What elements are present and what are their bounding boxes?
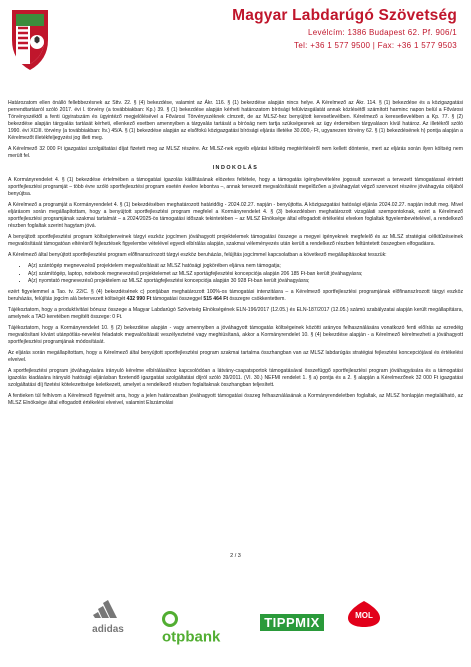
paragraph-bonus: Tájékoztatom, hogy a produktívitási bónusz összege a Magyar Labdarúgó Szövetség Elnökségének ELN-196/2017 (12.05.) és ELN-187/2017 (12.05.) számú szabályzatai alapján került megállapításra, amelynek a TAO keretében megítélt összege: 0 Ft. bbox=[8, 307, 463, 321]
otp-ring-icon bbox=[162, 611, 178, 627]
totals-text-before: ezért figyelemmel a Tao. tv. 22/C. § (4) bekezdésének c) pontjában meghatározott 100%-os támogatási intenzitásra – a Kérelmező sportfejlesztési programjának előfinanszírozott tárgyi eszköz beruházás, felújítás jogcím alá betervezett költségét bbox=[8, 289, 463, 303]
contact-numbers: Tel: +36 1 577 9500 | Fax: +36 1 577 9503 bbox=[294, 41, 457, 50]
paragraph-notice: A fentieken túl felhívom a Kérelmező figyelmét arra, hogy a jelen határozatban jóváhagyott támogatási összeg felhasználásának a Kormányrendeletben foglaltak, az MLSZ honlapján megtalálható, az MLSZ Elnöksége által elfogadott értékelési elveivel, valamint Elszámolási bbox=[8, 393, 463, 406]
paragraph-reasoning-4: A Kérelmező által benyújtott sportfejlesztési program előfinanszírozott tárgyi eszköz beruházás, felújítás jogcímmel kapcsolatban a következő megállapításokat tesszük: bbox=[8, 252, 387, 259]
totals-text-after: összegre csökkentettem. bbox=[228, 296, 286, 303]
sponsor-bar bbox=[0, 590, 471, 665]
sponsor-mol-label: MOL bbox=[355, 611, 373, 620]
paragraph-service-fee: A sportfejlesztési program jóváhagyására irányuló kérelme elbírálásához kapcsolódóan a látvány-csapatsportok támogatásával összefüggő sportfejlesztési program jóváhagyására és a támogatási igazolás kiadására irányuló hatósági eljárásban fizetendő igazgatási szolgáltatási díjról szóló 39/2011. (VI. 30.) NEFMI rendelet 1. § a) pontja és a 2. § alapján a Kérelmezőnek 32 000 Ft igazgatási szolgáltatási díj fizetési kötelezettsége keletkezett, amelyet a rendelkező részben foglaltaknak összhangban teljesített. bbox=[8, 368, 463, 388]
sponsor-adidas-label: adidas bbox=[92, 624, 124, 635]
list-item: • A(z) számítógép, laptop, notebook megnevezésű projektelemet az MLSZ sportágfejlesztési koncepciója alapján 206 185 Ft-ban került jóváhagyásra; bbox=[28, 271, 463, 278]
paragraph-appeal: Határozatom ellen önálló fellebbezésnek az Sttv. 22. § (4) bekezdése, valamint az Ákr. 116. § (1) bekezdése alapján nincs helye. A Kérelmező az Ákr. 114. § (1) bekezdése és a közigazgatási perrendtartásról szóló 2017. évi I. törvény (a továbbiakban: Kp.) 39. § (1) bekezdése alapján kérheti határozatom bírósági felülvizsgálatát annak közlésétől számított harminc napon belül a Fővárosi Törvényszéktől a fenti ügyiratszám és ügyintéző megjelölésével a Fővárosi Törvényszéknek címzett, de az MLSZ-hez benyújtott keresetlevélben. Kérelmező a keresetlevelében a Kp. 77. § (2) bekezdése alapján tárgyalás tartását kérheti, ellenkező esetben amennyiben a tárgyalás tartását a bíróság nem tartja szükségesnek az ügy érdemében tárgyaláson kívül határoz. Az illetékről szóló 1990. évi XCIII. törvény (a továbbiakban: Itv.) 45/A. § (1) bekezdése alapján az elsőfokú közigazgatási bírósági eljárás illetéke 30.000,- Ft, ugyanezen törvény 62. § (1) bekezdésének h) pontja alapján a Kérelmezőt illetékfeljegyzési jog illeti meg. bbox=[8, 100, 463, 141]
reduced-total-amount: 515 464 Ft bbox=[203, 296, 229, 303]
sponsor-otpbank-label: otpbank bbox=[162, 628, 221, 646]
paragraph-reasoning-2: A Kérelmező a programját a Kormányrendelet 4. § (1) bekezdésében meghatározott határidőig - 2024.02.27. napján - benyújtotta. A közigazgatási hatósági eljárás 2024.02.27. napján indult meg. Mivel eljárásom során megállapítottam, hogy a benyújtott sportfejlesztési program megfelel a Kormányrendelet 4. § (3) bekezdésben meghatározott vizsgálati szempontoknak, ezért a Kérelmező sportfejlesztési programjának szakmai tartalmát – a 2024/2025-ös támogatási időszak tekintetében – az MLSZ Elnöksége által elfogadott értékelési elveken foglaltak figyelembevételével, a rendelkező részben foglaltak szerint hagytam jóvá. bbox=[8, 202, 463, 229]
sponsor-otpbank bbox=[162, 610, 240, 646]
organization-name: Magyar Labdarúgó Szövetség bbox=[232, 7, 457, 24]
paragraph-modification: Tájékoztatom, hogy a Kormányrendelet 10. § (2) bekezdése alapján - vagy amennyiben a jóváhagyott támogatás költségeinek közötti arányos felhasználására vonatkozó fenti előírás az ezredéig megvalósítani kívánt utánpótlás-nevelési feladatok megvalósítását veszélyeztetné vagy meghiúsítaná, akkor a Kormányrendelet 10. § (4) bekezdése alapján - a Kérelmező kérelmezheti a jóváhagyott sportfejlesztési programjának módosítását. bbox=[8, 325, 463, 346]
sponsor-tippmix bbox=[256, 614, 328, 632]
document-body bbox=[8, 100, 463, 411]
sponsor-tippmix-label: TIPPMIX bbox=[260, 614, 324, 631]
adidas-stripes-icon bbox=[93, 598, 123, 620]
section-title-reasoning: INDOKOLÁS bbox=[212, 165, 259, 172]
paragraph-totals bbox=[8, 289, 463, 303]
paragraph-fee: A Kérelmező 32 000 Ft igazgatási szolgáltatási díjat fizetett meg az MLSZ részére. Az MLSZ-nek egyéb eljárási költség megtérítéséről nem kellett döntenie, mert az eljárás során ilyen költség nem merült fel. bbox=[8, 145, 463, 159]
list-item: • A(z) nyomtató megnevezésű projektelem az MLSZ sportágfejlesztési koncepciója alapján 30 928 Ft-ban került jóváhagyásra; bbox=[28, 278, 463, 285]
sponsor-adidas bbox=[88, 598, 128, 635]
page-number: 2 / 3 bbox=[230, 553, 241, 559]
findings-list bbox=[8, 263, 463, 285]
letterhead bbox=[0, 0, 471, 82]
paragraph-reasoning-3: A benyújtott sportfejlesztési program költségterveinek tárgyi eszköz jogcímen jóváhagyott projektelemek támogatási összege a megyei igényeknek megfelelő és az MLSZ stratégiai célkitűzéseinek megvalósítását támogatóan eltérésről fejlesztések figyelembe vételével egyedi elbírálás alapján, szakmai véleményezés után került a rendelkező részben feltüntetett összegben elfogadásra. bbox=[8, 234, 463, 247]
list-item: • A(z) szántógép megnevezésű projektelem megvalósítását az MLSZ hatósági jogkörében eljárva nem támogatja; bbox=[28, 263, 463, 270]
paragraph-conformity: Az eljárás során megállapítottam, hogy a Kérelmező által benyújtott sportfejlesztési program szakmai tartalma összhangban van az MLSZ labdarúgás stratégiai fejlesztési koncepciójával és értékelési elveivel. bbox=[8, 350, 463, 364]
postal-address: Levélcím: 1386 Budapest 62. Pf. 906/1 bbox=[308, 28, 457, 37]
totals-text-middle: támogatási összeggel bbox=[151, 296, 204, 303]
organization-info bbox=[232, 7, 457, 50]
paragraph-reasoning-1: A Kormányrendelet 4. § (1) bekezdése értelmében a támogatási igazolás kiállításának elözetes feltétele, hogy a támogatás igénybevételére jogosult szervezet a tervezett támogatással érintett sportfejlesztési programját – több évre szóló sportfejlesztési program esetén évekre lebontva –, annak tervezett megvalósítását megelőzően a jóváhagyást végző szervezet részére jóváhagyás céljából benyújtsa. bbox=[8, 177, 463, 198]
approved-amount: 432 990 Ft bbox=[126, 296, 152, 303]
mlsz-crest-logo bbox=[8, 6, 52, 72]
sponsor-mol bbox=[347, 600, 381, 628]
